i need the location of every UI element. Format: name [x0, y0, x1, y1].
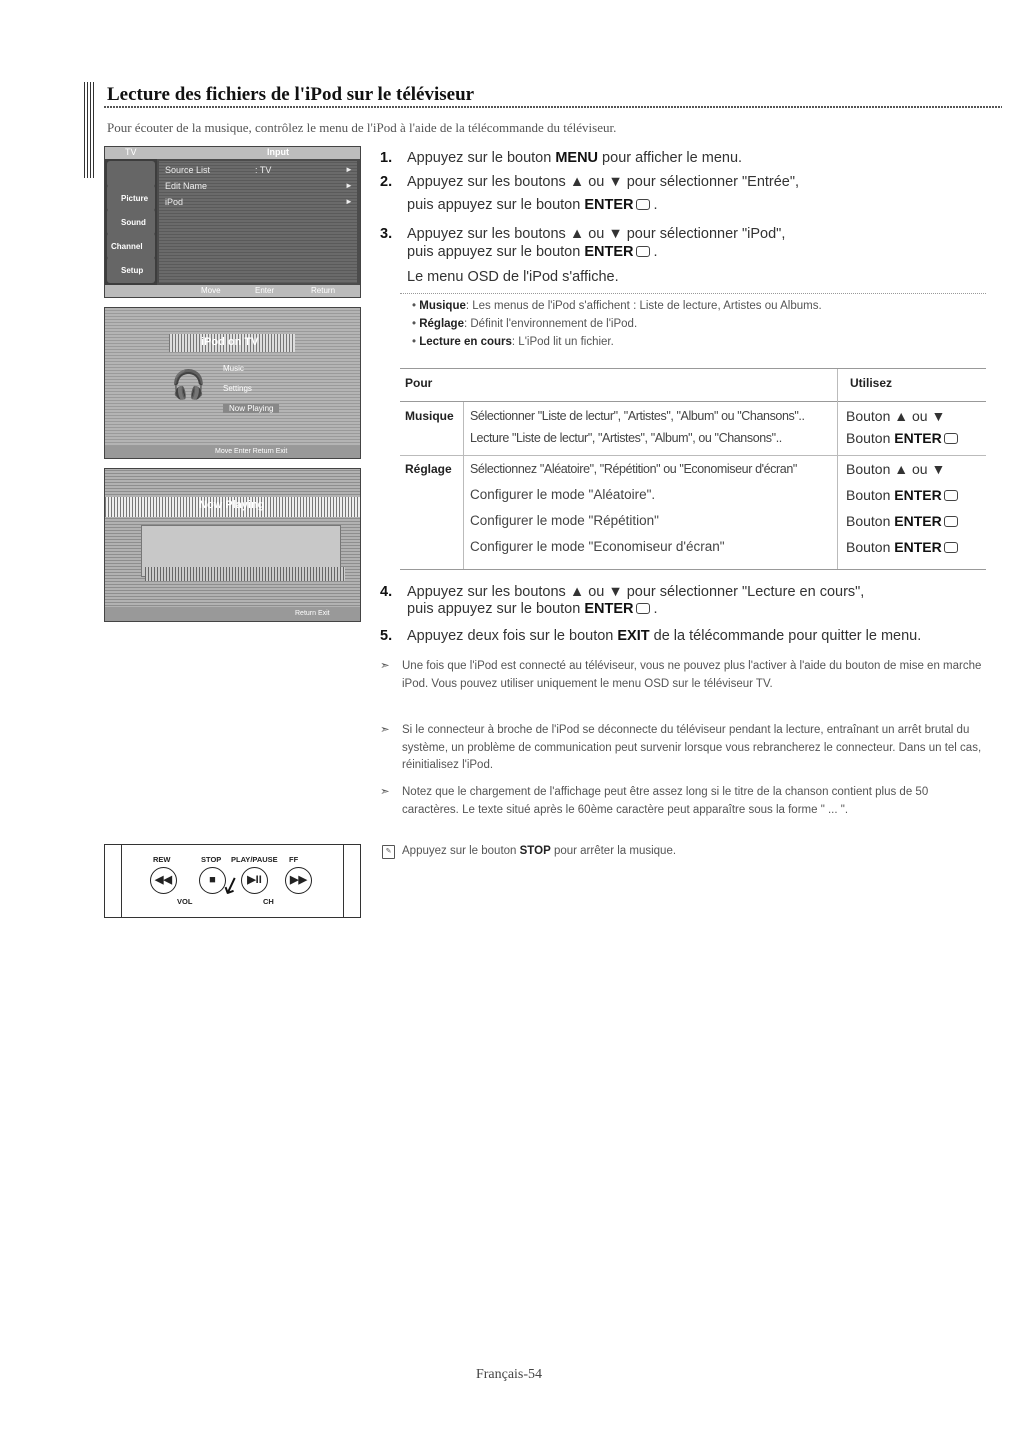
table-category: Musique — [405, 409, 454, 423]
osd-title: Input — [267, 147, 289, 157]
table-use-cell — [846, 430, 958, 446]
step-text-part: puis appuyez sur le bouton — [407, 601, 585, 617]
step-text-part: Appuyez sur le bouton — [407, 150, 556, 166]
fast-forward-icon: ▶▶ — [285, 867, 312, 894]
enter-icon — [636, 199, 650, 210]
sidebar-item-input — [107, 161, 155, 187]
table-cell: Configurer le mode "Economiseur d'écran" — [470, 539, 725, 554]
rewind-icon: ◀◀ — [150, 867, 177, 894]
header-accent-bars — [84, 82, 96, 178]
enter-key-label: ENTER — [894, 487, 942, 503]
osd-menu-value: : TV — [255, 165, 272, 175]
table-header — [400, 369, 986, 402]
stop-label: STOP — [201, 855, 222, 864]
title-divider — [104, 106, 1002, 108]
rew-label: REW — [153, 855, 171, 864]
screenshot-input-menu — [104, 146, 361, 298]
stop-key-label: STOP — [519, 845, 551, 857]
step-text: Appuyez sur les boutons ▲ ou ▼ pour sélectionner "Entrée", — [407, 174, 800, 190]
table-header-use: Utilisez — [850, 376, 893, 390]
step-number: 4. — [380, 584, 393, 600]
step-text: puis appuyez sur le bouton ENTER . — [407, 197, 658, 213]
ff-label: FF — [289, 855, 299, 864]
table-divider — [400, 455, 986, 456]
step-text: Appuyez sur les boutons ▲ ou ▼ pour sélectionner "iPod", — [407, 226, 786, 242]
osd-menu-item: Music — [223, 364, 244, 373]
table-divider — [463, 402, 464, 569]
enter-key-label: ENTER — [894, 513, 942, 529]
note-text: Si le connecteur à broche de l'iPod se déconnecte du téléviseur pendant la lecture, entraînant un arrêt brutal du système, un problème de communication peut survenir lorsque vous rebrancherez le connecteur. Dans un tel cas, réinitialisez l'iPod. — [402, 724, 982, 771]
osd-bottom-bar — [105, 607, 360, 621]
enter-icon — [636, 603, 650, 614]
screenshot-ipod-menu — [104, 307, 361, 459]
enter-key-label: ENTER — [894, 539, 942, 555]
table-category: Réglage — [405, 462, 452, 476]
note-text: Notez que le chargement de l'affichage peut être assez long si le titre de la chanson contient plus de 50 caractères. Le texte situé après le 60ème caractère peut apparaître sous la forme " ... ". — [402, 786, 929, 816]
list-item: • Musique: Les menus de l'iPod s'affichent : Liste de lecture, Artistes ou Albums. — [412, 300, 822, 312]
ch-label: CH — [263, 897, 274, 906]
pointer-arrow-icon: ↙ — [216, 869, 246, 902]
headphones-icon: 🎧 — [171, 369, 206, 400]
note-2 — [380, 722, 980, 776]
osd-bottom-bar — [105, 285, 360, 297]
list-item: • Lecture en cours: L'iPod lit un fichier. — [412, 336, 614, 348]
enter-key-label: ENTER — [584, 197, 634, 213]
list-item: • Réglage: Définit l'environnement de l'iPod. — [412, 318, 638, 330]
osd-bottom-bar — [105, 446, 360, 458]
step-text-part: pour afficher le menu. — [598, 150, 743, 166]
page-number: Français-54 — [475, 1367, 543, 1382]
memo-icon: ✎ — [382, 845, 395, 859]
osd-feature-list — [400, 293, 986, 352]
osd-menu-item: iPod — [165, 197, 184, 207]
step-text-part: Appuyez deux fois sur le bouton — [407, 628, 618, 644]
menu-key-label: MENU — [555, 150, 599, 166]
enter-icon — [944, 542, 958, 553]
remote-edge — [343, 845, 344, 917]
table-use-cell — [846, 461, 945, 477]
enter-key-label: ENTER — [894, 430, 942, 446]
use-text: Bouton ▲ ou ▼ — [846, 408, 946, 424]
note-1 — [380, 658, 980, 712]
note-arrow-icon: ➣ — [380, 786, 390, 798]
chevron-right-icon: ► — [345, 181, 353, 190]
osd-hint-move: Move — [201, 286, 221, 295]
screenshot-now-playing — [104, 468, 361, 622]
table-cell: Configurer le mode "Répétition" — [470, 513, 659, 528]
enter-icon — [944, 516, 958, 527]
sidebar-item-label: Channel — [111, 242, 143, 251]
enter-key-label: ENTER — [584, 601, 634, 617]
osd-hint-return: Return — [311, 286, 336, 295]
step-text: puis appuyez sur le bouton ENTER . — [407, 601, 658, 617]
osd-title: iPod on TV — [201, 336, 259, 348]
sidebar-item-picture — [107, 185, 155, 211]
table-header-for: Pour — [405, 376, 433, 390]
exit-key-label: EXIT — [617, 628, 650, 644]
step-number: 3. — [380, 226, 393, 242]
table-cell: Sélectionnez "Aléatoire", "Répétition" ou "Economiseur d'écran" — [470, 462, 797, 476]
table-use-cell — [846, 408, 945, 424]
osd-title: Now Playing — [199, 499, 265, 511]
osd-menu-item: Source List — [165, 165, 211, 175]
remote-control-illustration — [104, 844, 361, 918]
osd-top-bar — [105, 147, 360, 159]
step-number: 1. — [380, 150, 393, 166]
table-cell: Lecture "Liste de lectur", "Artistes", "Album", ou "Chansons".. — [470, 431, 782, 445]
osd-hints: Move Enter Return Exit — [215, 448, 288, 455]
page-title: Lecture des fichiers de l'iPod sur le téléviseur — [107, 84, 475, 105]
step-text: Appuyez sur les boutons ▲ ou ▼ pour sélectionner "Lecture en cours", — [407, 584, 865, 600]
chevron-right-icon: ► — [345, 197, 353, 206]
page-subtitle: Pour écouter de la musique, contrôlez le menu de l'iPod à l'aide de la télécommande du téléviseur. — [107, 120, 617, 135]
step-number: 5. — [380, 628, 393, 644]
step-number: 2. — [380, 174, 393, 190]
memo-text-part: Appuyez sur le bouton — [402, 845, 520, 857]
step-text-part: puis appuyez sur le bouton — [407, 197, 585, 213]
step-text — [407, 626, 921, 646]
sidebar-item-label: Picture — [121, 194, 149, 203]
table-use-cell — [846, 487, 958, 503]
bullet-text: : Définit l'environnement de l'iPod. — [463, 318, 638, 330]
step-text — [407, 148, 742, 168]
stop-icon: ■ — [199, 867, 226, 894]
table-use-cell — [846, 513, 958, 529]
step-text-part: puis appuyez sur le bouton — [407, 244, 585, 260]
osd-hint-enter: Enter — [255, 286, 275, 295]
controls-table — [400, 368, 986, 570]
use-text: Bouton — [846, 539, 895, 555]
bullet-term: Lecture en cours — [419, 336, 512, 348]
step-text: puis appuyez sur le bouton ENTER . — [407, 244, 658, 260]
osd-hints: Return Exit — [295, 610, 330, 617]
osd-menu-item: Settings — [223, 384, 252, 393]
memo-text-part: pour arrêter la musique. — [550, 845, 677, 857]
bullet-term: Musique — [419, 300, 466, 312]
play-pause-icon: ▶II — [241, 867, 268, 894]
osd-tv-label: TV — [125, 147, 137, 157]
progress-stripe — [145, 567, 345, 581]
enter-icon — [944, 433, 958, 444]
table-cell: Sélectionner "Liste de lectur", "Artistes", "Album" ou "Chansons".. — [470, 409, 805, 423]
use-text: Bouton — [846, 487, 895, 503]
enter-icon — [944, 490, 958, 501]
sidebar-item-sound — [107, 209, 155, 235]
bullet-text: : L'iPod lit un fichier. — [511, 336, 614, 348]
table-cell: Configurer le mode "Aléatoire". — [470, 487, 656, 502]
enter-icon — [636, 246, 650, 257]
table-divider — [837, 369, 838, 569]
note-arrow-icon: ➣ — [380, 660, 390, 672]
use-text: Bouton — [846, 513, 895, 529]
use-text: Bouton ▲ ou ▼ — [846, 461, 946, 477]
sidebar-item-setup — [107, 257, 155, 283]
osd-menu-item: Edit Name — [165, 181, 208, 191]
table-use-cell — [846, 539, 958, 555]
note-3 — [380, 784, 980, 838]
chevron-right-icon: ► — [345, 165, 353, 174]
step-text-part: de la télécommande pour quitter le menu. — [649, 628, 922, 644]
step-text: Le menu OSD de l'iPod s'affiche. — [407, 269, 619, 285]
osd-menu-item-selected: Now Playing — [223, 404, 279, 413]
memo-note — [380, 843, 980, 863]
vol-label: VOL — [177, 897, 193, 906]
sidebar-item-label: Sound — [121, 218, 146, 227]
osd-menu-panel — [159, 161, 357, 283]
bullet-term: Réglage — [419, 318, 464, 330]
osd-sidebar — [105, 159, 157, 285]
bullet-text: : Les menus de l'iPod s'affichent : Liste de lecture, Artistes ou Albums. — [465, 300, 822, 312]
remote-edge — [121, 845, 122, 917]
note-text — [402, 843, 982, 861]
use-text: Bouton — [846, 430, 895, 446]
sidebar-item-label: Setup — [121, 266, 144, 275]
note-arrow-icon: ➣ — [380, 724, 390, 736]
play-pause-label: PLAY/PAUSE — [231, 855, 278, 864]
sidebar-item-channel — [107, 233, 155, 259]
note-text: Une fois que l'iPod est connecté au téléviseur, vous ne pouvez plus l'activer à l'aide du bouton de mise en marche iPod. Vous pouvez utiliser uniquement le menu OSD sur le téléviseur TV. — [402, 660, 982, 690]
enter-key-label: ENTER — [584, 244, 634, 260]
